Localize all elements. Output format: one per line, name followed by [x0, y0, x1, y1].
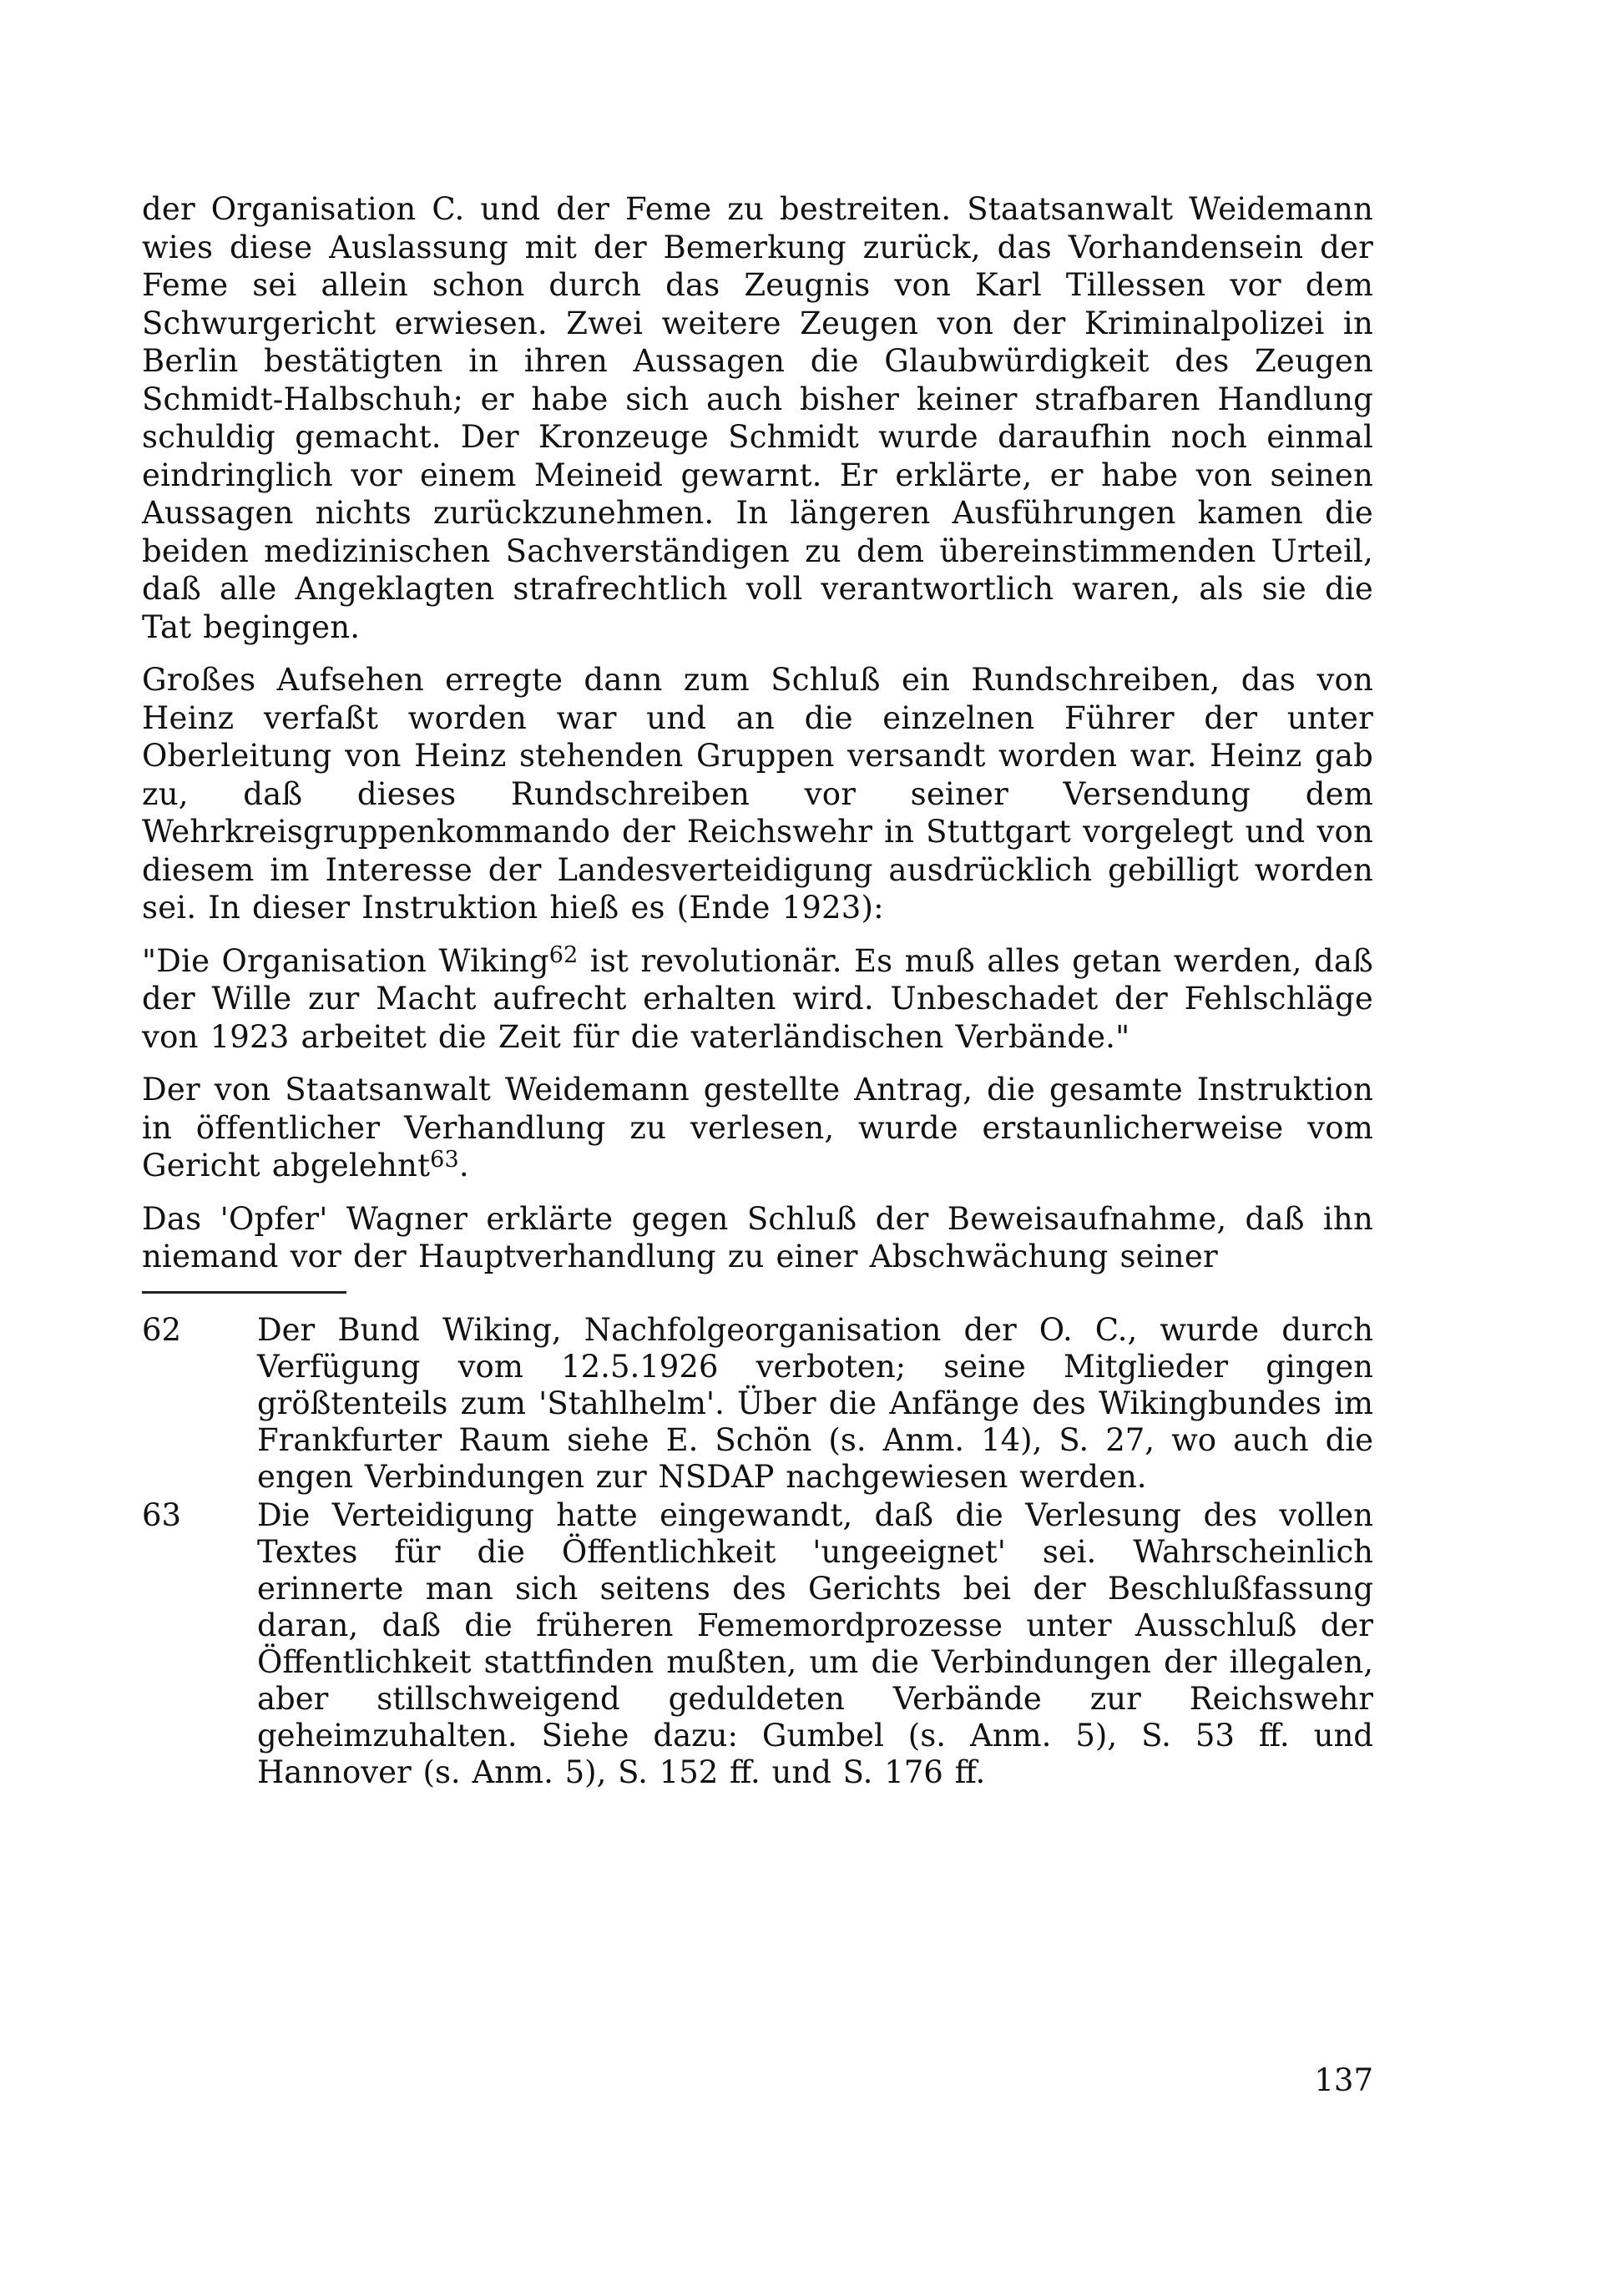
quotation-text-start: "Die Organisation Wiking [142, 942, 549, 979]
footnote-63 [142, 1497, 1373, 1791]
paragraph-5: Das 'Opfer' Wagner erklärte gegen Schluß der Beweisaufnahme, daß ihn niemand vor der Hauptverhandlung zu einer Abschwächung seiner [142, 1200, 1373, 1274]
page-body [142, 190, 1373, 1793]
footnote-text: Der Bund Wiking, Nachfolgeorganisation der O. C., wurde durch Verfügung vom 12.5.1926 verboten; seine Mitglieder gingen größtenteils zum 'Stahlhelm'. Über die Anfänge des Wikingbundes im Frankfurter Raum siehe E. Schön (s. Anm. 14), S. 27, wo auch die engen Verbindungen zur NSDAP nachgewiesen werden. [257, 1311, 1373, 1495]
page-number: 137 [1314, 2062, 1373, 2098]
paragraph-2: Großes Aufsehen erregte dann zum Schluß ein Rundschreiben, das von Heinz verfaßt worden war und an die einzelnen Führer der unter Oberleitung von Heinz stehenden Gruppen versandt worden war. Heinz gab zu, daß dieses Rundschreiben vor seiner Versendung dem Wehrkreisgruppenkommando der Reichswehr in Stuttgart vorgelegt und von diesem im Interesse der Landesverteidigung ausdrücklich gebilligt worden sei. In dieser Instruktion hieß es (Ende 1923): [142, 662, 1373, 926]
footnote-divider [142, 1291, 346, 1294]
paragraph-4-end: . [458, 1148, 469, 1183]
paragraph-4-text: Der von Staatsanwalt Weidemann gestellte Antrag, die gesamte Instruktion in öffentlicher Verhandlung zu verlesen, wurde erstaunlicherweise vom Gericht abgelehnt [142, 1072, 1373, 1183]
footnote-62 [142, 1312, 1373, 1496]
footnote-number: 63 [142, 1496, 182, 1533]
quotation-text-end: ist revolutionär. Es muß alles getan werden, daß der Wille zur Macht aufrecht erhalten wird. Unbeschadet der Fehlschläge von 1923 arbeitet die Zeit für die vaterländischen Verbände." [142, 942, 1373, 1055]
paragraph-1: der Organisation C. und der Feme zu bestreiten. Staatsanwalt Weidemann wies diese Auslassung mit der Bemerkung zurück, das Vorhandensein der Feme sei allein schon durch das Zeugnis von Karl Tillessen vor dem Schwurgericht erwiesen. Zwei weitere Zeugen von der Kriminalpolizei in Berlin bestätigten in ihren Aussagen die Glaubwürdigkeit des Zeugen Schmidt-Halbschuh; er habe sich auch bisher keiner strafbaren Handlung schuldig gemacht. Der Kronzeuge Schmidt wurde daraufhin noch einmal eindringlich vor einem Meineid gewarnt. Er erklärte, er habe von seinen Aussagen nichts zurückzunehmen. In längeren Ausführungen kamen die beiden medizinischen Sachverständigen zu dem übereinstimmenden Urteil, daß alle Angeklagten strafrechtlich voll verantwortlich waren, als sie die Tat begingen. [142, 191, 1373, 645]
paragraph-4 [142, 1071, 1373, 1185]
footnote-text: Die Verteidigung hatte eingewandt, daß die Verlesung des vollen Textes für die Öffentlichkeit 'ungeeignet' sei. Wahrscheinlich erinnerte man sich seitens des Gerichts bei der Beschlußfassung daran, daß die früheren Fememordprozesse unter Ausschluß der Öffentlichkeit stattfinden mußten, um die Verbindungen der illegalen, aber stillschweigend geduldeten Verbände zur Reichswehr geheimzuhalten. Siehe dazu: Gumbel (s. Anm. 5), S. 53 ff. und Hannover (s. Anm. 5), S. 152 ff. und S. 176 ff. [257, 1496, 1373, 1790]
footnote-number: 62 [142, 1311, 182, 1348]
quotation-paragraph [142, 942, 1373, 1057]
footnote-ref-63[interactable]: 63 [430, 1147, 459, 1173]
footnote-ref-62[interactable]: 62 [548, 941, 579, 968]
